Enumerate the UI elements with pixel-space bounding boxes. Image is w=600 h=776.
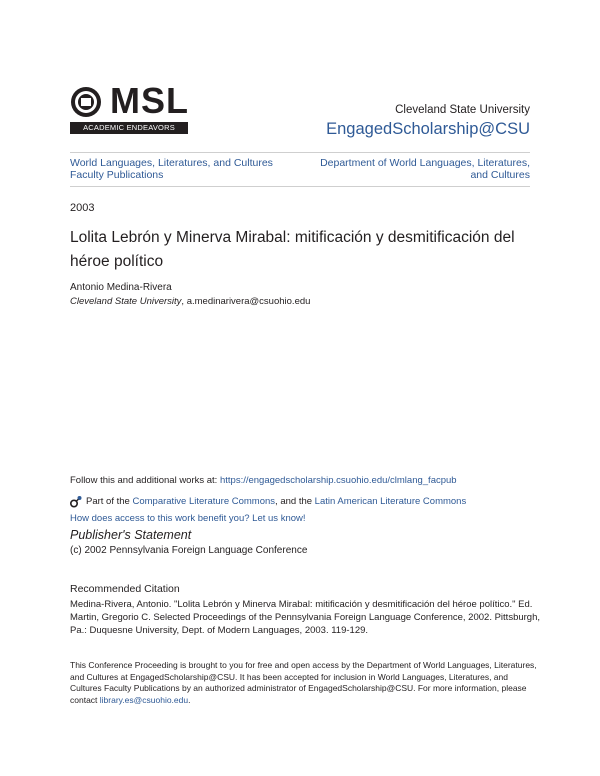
author-name: Antonio Medina-Rivera [70, 282, 172, 293]
logo-subtitle: ACADEMIC ENDEAVORS [83, 123, 175, 132]
citation-text: Medina-Rivera, Antonio. "Lolita Lebrón y Minerva Mirabal: mitificación y desmitificación del héroe político." Ed. Martin, Gregorio C. Selected Proceedings of the Pennsylvania Foreign Language Conference, 2002. Pittsburgh, Pa.: Duquesne University, Dept. of Modern Languages, 2003. 119-129. [70, 599, 541, 636]
author-email: a.medinarivera@csuohio.edu [186, 296, 311, 307]
divider [70, 152, 530, 153]
msl-logo [70, 80, 189, 136]
commons-link-latin-american[interactable]: Latin American Literature Commons [314, 496, 467, 507]
footer-end: . [188, 694, 191, 705]
part-of-line [70, 495, 466, 508]
follow-url-link[interactable]: https://engagedscholarship.csuohio.edu/clmlang_facpub [219, 475, 457, 486]
affiliation: Cleveland State University [70, 296, 182, 307]
publisher-statement-heading: Publisher's Statement [70, 528, 192, 542]
repository-link[interactable]: EngagedScholarship@CSU [326, 120, 530, 138]
follow-prefix: Follow this and additional works at: [70, 475, 220, 486]
seal-icon [70, 86, 102, 118]
page-title: Lolita Lebrón y Minerva Mirabal: mitificación y desmitificación del héroe político [70, 229, 515, 270]
network-icon [70, 495, 83, 508]
part-of-middle: , and the [275, 496, 313, 507]
part-of-prefix: Part of the [86, 496, 130, 507]
footer-text: This Conference Proceeding is brought to you for free and open access by the Department of World Languages, Literatures, and Cultures at EngagedScholarship@CSU. It has been accepted for inclusion in World Languages, Literatures, and Cultures Faculty Publications by an authorized administrator of EngagedScholarship@CSU. For more information, please contact [70, 660, 537, 705]
commons-link-comparative[interactable]: Comparative Literature Commons [132, 496, 276, 507]
contact-email-link[interactable]: library.es@csuohio.edu [99, 694, 189, 705]
follow-line [70, 475, 457, 486]
access-feedback-link[interactable]: How does access to this work benefit you? Let us know! [70, 513, 306, 524]
footer-notice [70, 660, 540, 706]
author-affiliation: Cleveland State University, a.medinarivera@csuohio.edu [70, 296, 311, 307]
publisher-statement-text: (c) 2002 Pennsylvania Foreign Language Conference [70, 545, 308, 556]
divider [70, 186, 530, 187]
university-name: Cleveland State University [395, 104, 530, 116]
citation-heading: Recommended Citation [70, 583, 180, 595]
collection-link-right[interactable]: Department of World Languages, Literatures, and Cultures [320, 157, 530, 181]
publication-year: 2003 [70, 202, 95, 214]
logo-text: MSL [110, 80, 189, 121]
collection-link-left[interactable]: World Languages, Literatures, and Cultures Faculty Publications [70, 157, 273, 181]
